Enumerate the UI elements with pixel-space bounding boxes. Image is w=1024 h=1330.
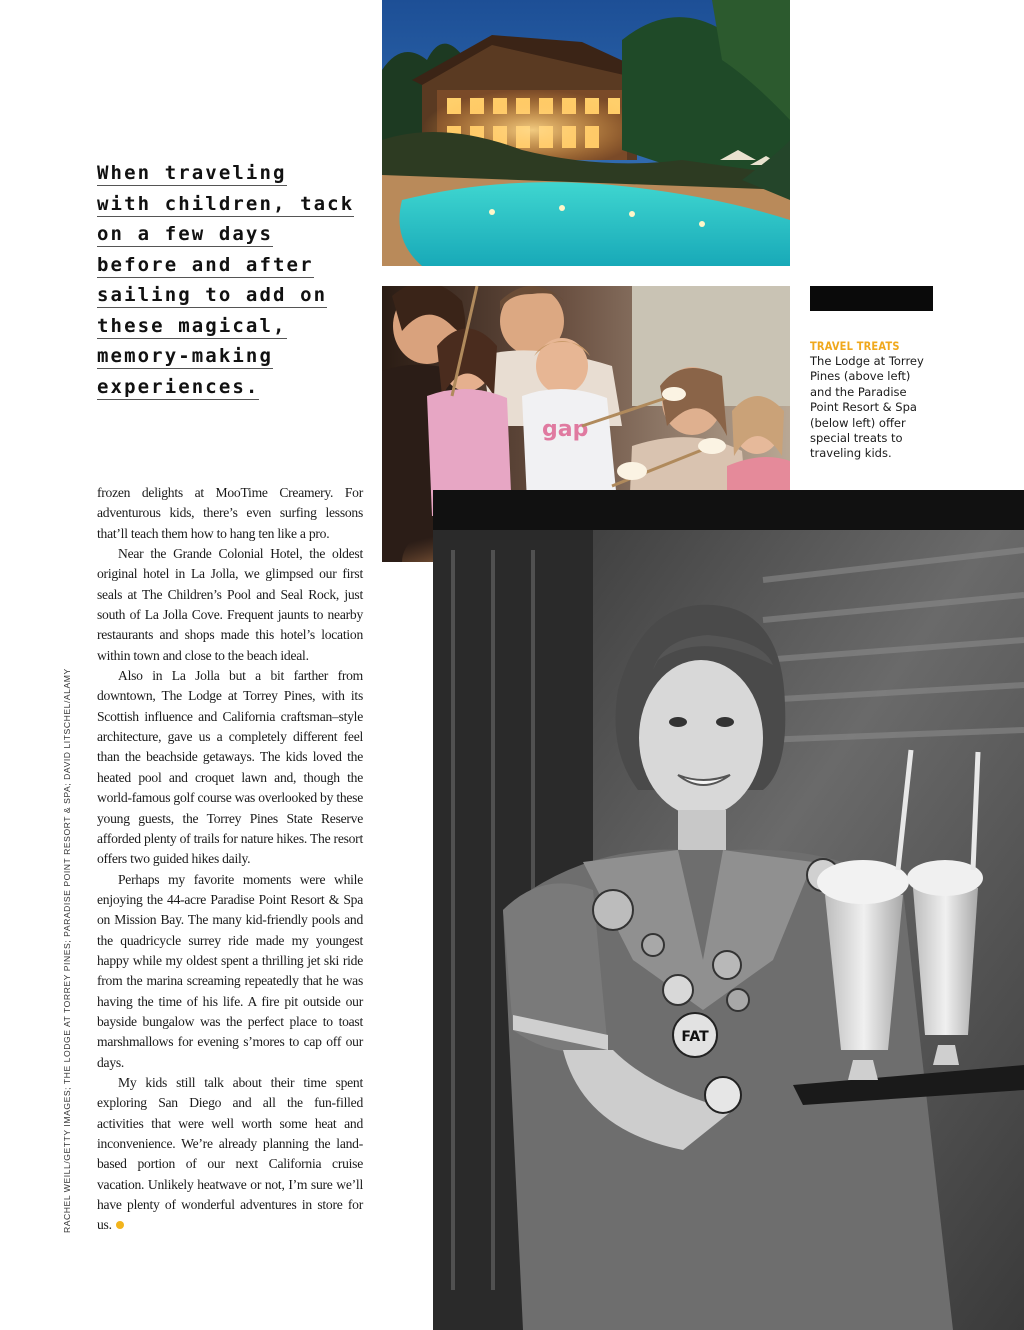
article-paragraph: Also in La Jolla but a bit farther from downtown, The Lodge at Torrey Pines, with its Scottish influence and California craftsman–style architecture, gave us a completely different feel than the beachside getaways. The kids loved the heated pool and croquet lawn and, though the world-famous golf course was overlooked by these young guests, the Torrey Pines State Reserve afforded plenty of trails for nature hikes. The resort offers two guided hikes daily.: [97, 668, 363, 867]
article-last-paragraph: [97, 1073, 363, 1236]
pull-quote-line: When traveling: [97, 162, 287, 184]
travel-treats-sidebar: [810, 338, 960, 462]
sidebar-text: The Lodge at Torrey Pines (above left) and the Paradise Point Resort & Spa (below left) offer special treats to traveling kids.: [810, 354, 924, 461]
waitress-milkshakes-photo: [433, 490, 1024, 1330]
photo-credit: RACHEL WEILL/GETTY IMAGES; THE LODGE AT TORREY PINES; PARADISE POINT RESORT & SPA; DAVID LITSCHEL/ALAMY: [62, 668, 72, 1233]
article-paragraph: frozen delights at MooTime Creamery. For adventurous kids, there’s even surfing lessons that’ll teach them how to hang ten like a pro.: [97, 485, 363, 541]
sidebar-title: TRAVEL TREATS: [810, 339, 900, 353]
pull-quote-line: these magical,: [97, 314, 287, 337]
pull-quote-line: before and after: [97, 253, 314, 276]
article-paragraph: Near the Grande Colonial Hotel, the oldest original hotel in La Jolla, we glimpsed our first seals at The Children’s Pool and Seal Rock, just south of La Jolla Cove. Frequent jaunts to nearby restaurants and shops made this hotel’s location within town and close to the beach ideal.: [97, 546, 363, 663]
sidebar-black-bar: [810, 286, 933, 311]
article-paragraph-text: My kids still talk about their time spent exploring San Diego and all the fun-filled activities that were well worth some heat and inconvenience. We’re already planning the land-based portion of our next California cruise vacation. Unlikely heatwave or not, I’m sure we’ll have plenty of wonderful adventures in store for us.: [97, 1074, 363, 1233]
pull-quote-line: on a few days: [97, 223, 274, 245]
pull-quote-line: memory-making: [97, 345, 274, 367]
lodge-pool-photo: [382, 0, 790, 266]
article-paragraph: Perhaps my favorite moments were while enjoying the 44-acre Paradise Point Resort & Spa on Mission Bay. The many kid-friendly pools and the quadricycle surrey ride made my youngest happy while my oldest spent a thrilling jet ski ride from the marina screaming repeatedly that he was having the time of his life. A fire pit outside our bayside bungalow was the perfect place to toast marshmallows for evening s’mores to cap off our days.: [97, 871, 363, 1070]
pull-quote: [97, 158, 355, 402]
pull-quote-line: with children, tack: [97, 192, 355, 215]
article-body: [97, 483, 363, 1236]
end-mark-icon: [116, 1221, 124, 1229]
pull-quote-line: sailing to add on: [97, 284, 328, 306]
svg-text:gap: gap: [542, 417, 589, 442]
pull-quote-line: experiences.: [97, 375, 260, 398]
fat-button-text: FAT: [681, 1029, 709, 1045]
